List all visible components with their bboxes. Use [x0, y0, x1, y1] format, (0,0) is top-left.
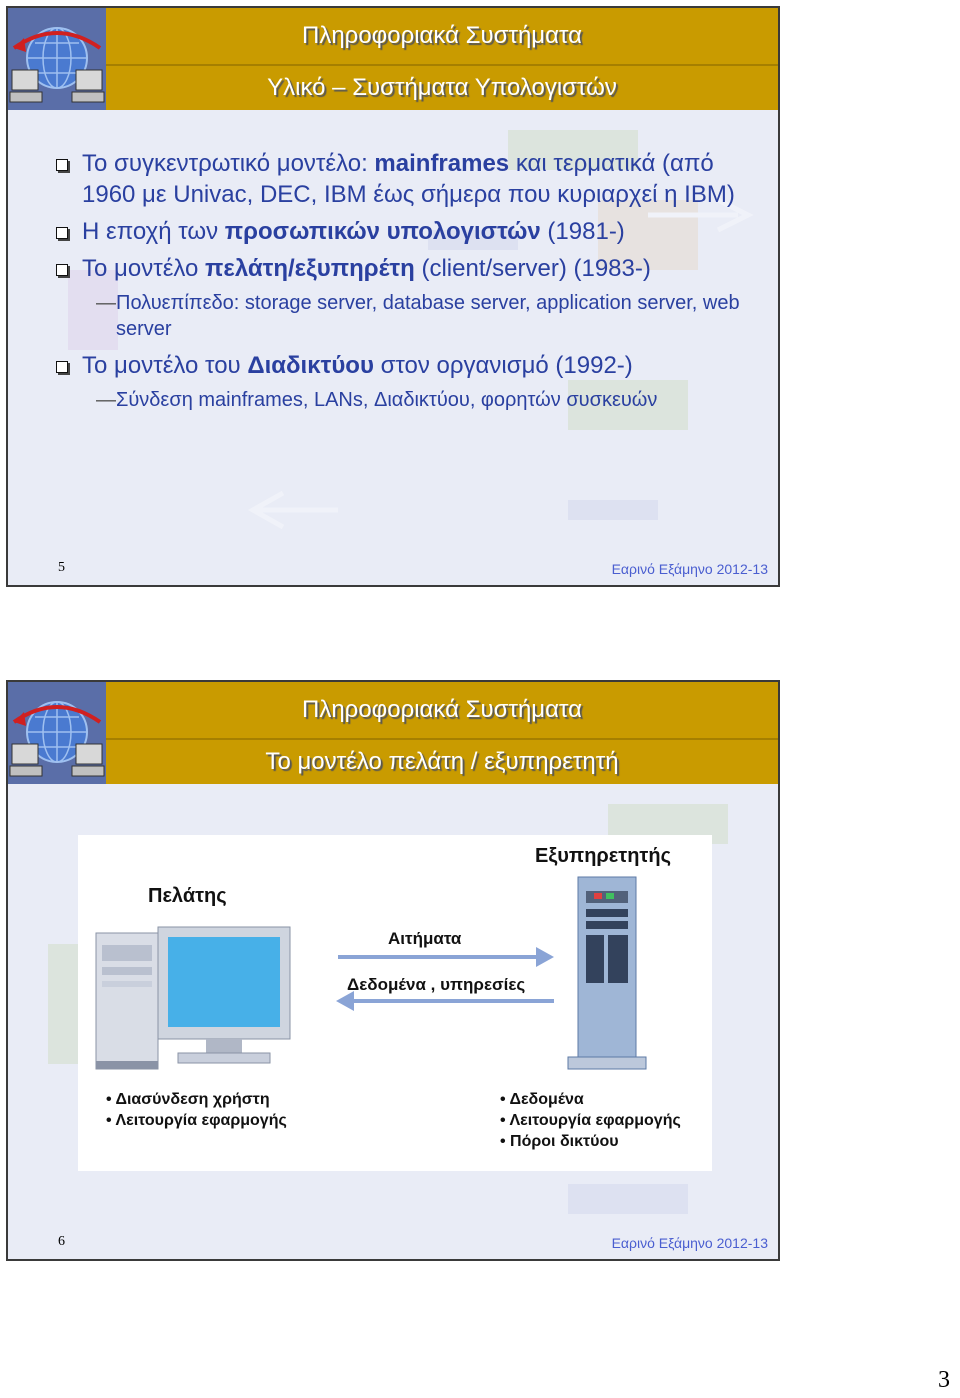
dash-bullet-icon: — — [96, 292, 116, 314]
bullet-item: Η εποχή των προσωπικών υπολογιστών (1981-) — [54, 216, 754, 247]
slide-subtitle: Το μοντέλο πελάτη / εξυπηρετητή — [265, 748, 619, 775]
bullet-item: Το μοντέλο πελάτη/εξυπηρέτη (client/server) (1983-) — [54, 253, 754, 284]
client-server-diagram — [78, 835, 712, 1171]
checkbox-bullet-icon — [56, 227, 68, 239]
list-item: • Λειτουργία εφαρμογής — [106, 1112, 287, 1129]
checkbox-bullet-icon — [56, 264, 68, 276]
server-features-list — [500, 1089, 681, 1152]
slide-2 — [6, 680, 780, 1261]
sub-bullet-item: — Πολυεπίπεδο: storage server, database server, application server, web server — [96, 292, 740, 340]
slide-title: Πληροφοριακά Συστήματα — [301, 696, 583, 723]
list-item: • Πόροι δικτύου — [500, 1133, 619, 1150]
list-item: • Δεδομένα — [500, 1091, 584, 1108]
slide-footer: Εαρινό Εξάμηνο 2012-13 — [611, 561, 768, 577]
slide-number: 5 — [58, 560, 65, 575]
responses-label: Δεδομένα , υπηρεσίες — [347, 975, 526, 994]
bullet-item: Το συγκεντρωτικό μοντέλο: mainframes και τερματικά (από 1960 με Univac, DEC, IBM έως σήμερα που κυριαρχεί η IBM) — [54, 148, 754, 210]
checkbox-bullet-icon — [56, 361, 68, 373]
slide-footer: Εαρινό Εξάμηνο 2012-13 — [611, 1235, 768, 1251]
logo — [8, 8, 106, 110]
logo — [8, 682, 106, 784]
globe-computer-logo-icon — [8, 682, 106, 784]
slide-number: 6 — [58, 1234, 65, 1249]
server-computer-icon — [568, 877, 646, 1069]
globe-computer-logo-icon — [8, 8, 106, 110]
bullet-list — [54, 148, 754, 421]
page-number: 3 — [938, 1367, 950, 1393]
list-item: • Λειτουργία εφαρμογής — [500, 1112, 681, 1129]
server-label: Εξυπηρετητής — [535, 845, 671, 867]
client-features-list — [106, 1089, 287, 1131]
slide-1 — [6, 6, 780, 587]
list-item: • Διασύνδεση χρήστη — [106, 1091, 270, 1108]
client-label: Πελάτης — [148, 885, 227, 907]
slide-title: Πληροφοριακά Συστήματα — [301, 22, 583, 49]
sub-bullet-item: — Σύνδεση mainframes, LANs, Διαδικτύου, φορητών συσκευών — [96, 389, 658, 411]
bullet-item: Το μοντέλο του Διαδικτύου στον οργανισμό (1992-) — [54, 350, 754, 381]
client-computer-icon — [96, 927, 290, 1069]
requests-label: Αιτήματα — [388, 929, 462, 948]
dash-bullet-icon: — — [96, 389, 116, 411]
checkbox-bullet-icon — [56, 159, 68, 171]
slide-subtitle: Υλικό – Συστήματα Υπολογιστών — [267, 74, 617, 101]
requests-arrow — [338, 947, 554, 967]
